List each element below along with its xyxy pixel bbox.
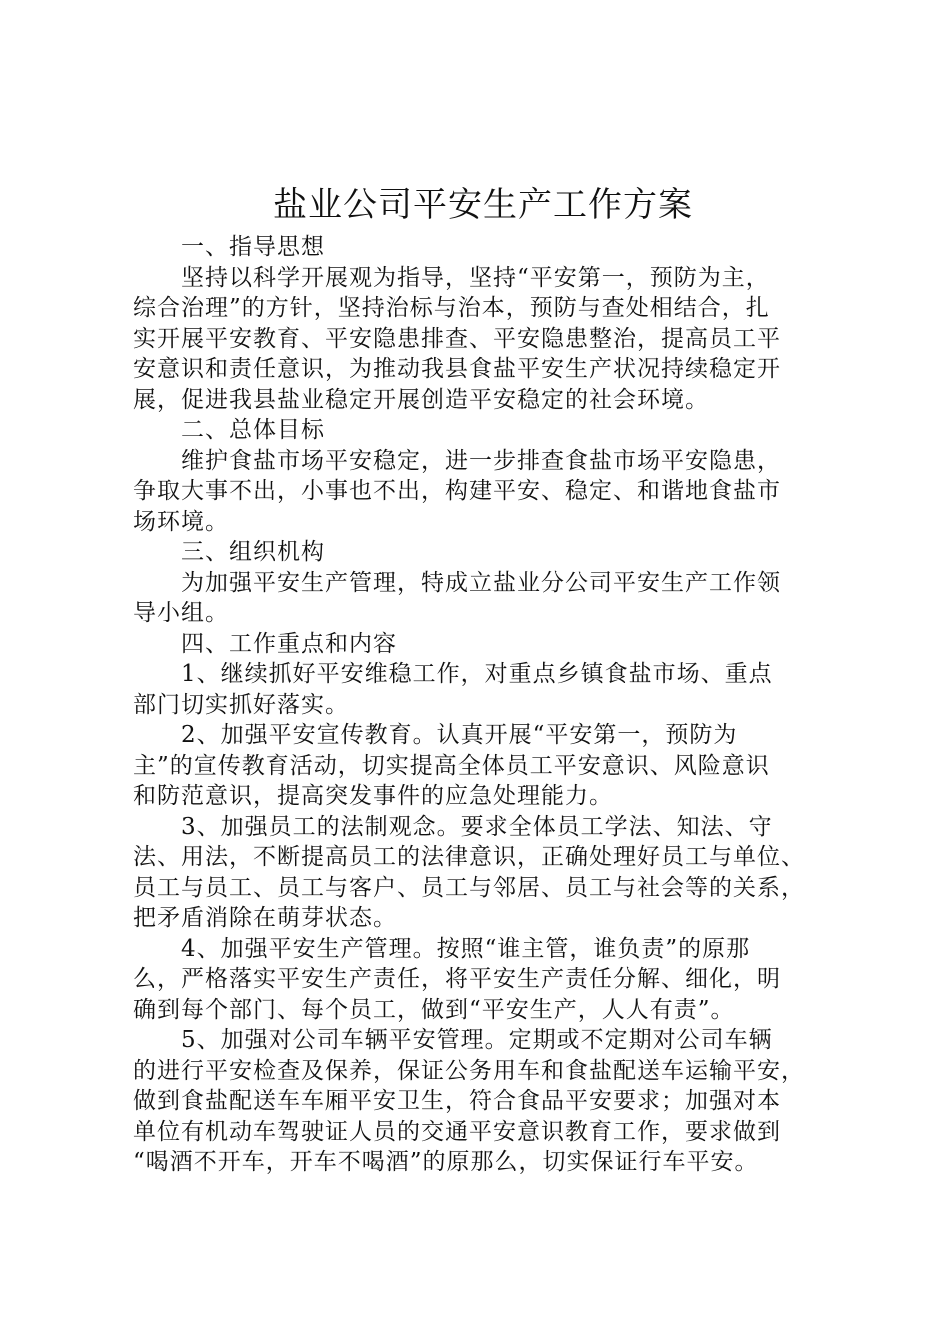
document-title: 盐业公司平安生产工作方案 (273, 185, 693, 225)
body-text-line: 场环境。 (133, 508, 229, 535)
document-body (133, 232, 833, 1178)
body-text-line: 维护食盐市场平安稳定，进一步排查食盐市场平安隐患， (181, 447, 781, 474)
section-heading: 二、总体目标 (181, 417, 325, 443)
body-text-line: 导小组。 (133, 600, 229, 626)
body-text-line: 实开展平安教育、平安隐患排查、平安隐患整治，提高员工平 (133, 325, 781, 352)
section-heading: 四、工作重点和内容 (181, 630, 397, 657)
body-text-line: 部门切实抓好落实。 (133, 691, 349, 718)
document-page (133, 180, 833, 1178)
body-text-line: 单位有机动车驾驶证人员的交通平安意识教育工作，要求做到 (133, 1118, 781, 1145)
body-text-line: 坚持以科学开展观为指导，坚持“平安第一，预防为主， (181, 264, 770, 291)
body-text-line: 展，促进我县盐业稳定开展创造平安稳定的社会环境。 (133, 386, 709, 413)
body-text-line: 安意识和责任意识，为推动我县食盐平安生产状况持续稳定开 (133, 356, 781, 382)
body-text-line: 和防范意识，提高突发事件的应急处理能力。 (133, 783, 613, 809)
body-text-line: 5、加强对公司车辆平安管理。定期或不定期对公司车辆 (181, 1027, 773, 1053)
body-text-line: 确到每个部门、每个员工，做到“平安生产，人人有责”。 (133, 996, 735, 1023)
body-text-line: 么，严格落实平安生产责任，将平安生产责任分解、细化，明 (133, 966, 781, 992)
body-text-line: 4、加强平安生产管理。按照“谁主管，谁负责”的原那 (181, 935, 751, 962)
body-text-line: 做到食盐配送车车厢平安卫生，符合食品平安要求；加强对本 (133, 1088, 781, 1114)
body-text-line: 综合治理”的方针，坚持治标与治本，预防与查处相结合，扎 (133, 295, 770, 321)
body-text-line: 争取大事不出，小事也不出，构建平安、稳定、和谐地食盐市 (133, 478, 781, 504)
body-text-line: “喝酒不开车，开车不喝酒”的原那么，切实保证行车平安。 (133, 1149, 759, 1175)
body-text-line: 的进行平安检查及保养，保证公务用车和食盐配送车运输平安， (133, 1057, 805, 1084)
section-heading: 一、指导思想 (181, 234, 325, 260)
body-text-line: 为加强平安生产管理，特成立盐业分公司平安生产工作领 (181, 569, 781, 596)
body-text-line: 3、加强员工的法制观念。要求全体员工学法、知法、守 (181, 813, 773, 840)
body-text-line: 员工与员工、员工与客户、员工与邻居、员工与社会等的关系， (133, 874, 805, 901)
body-text-line: 主”的宣传教育活动，切实提高全体员工平安意识、风险意识 (133, 752, 770, 779)
body-text-line: 1、继续抓好平安维稳工作，对重点乡镇食盐市场、重点 (181, 661, 773, 687)
section-heading: 三、组织机构 (181, 539, 325, 565)
body-text-line: 法、用法，不断提高员工的法律意识，正确处理好员工与单位、 (133, 844, 805, 870)
body-text-line: 把矛盾消除在萌芽状态。 (133, 905, 397, 931)
body-text-line: 2、加强平安宣传教育。认真开展“平安第一，预防为 (181, 722, 738, 748)
